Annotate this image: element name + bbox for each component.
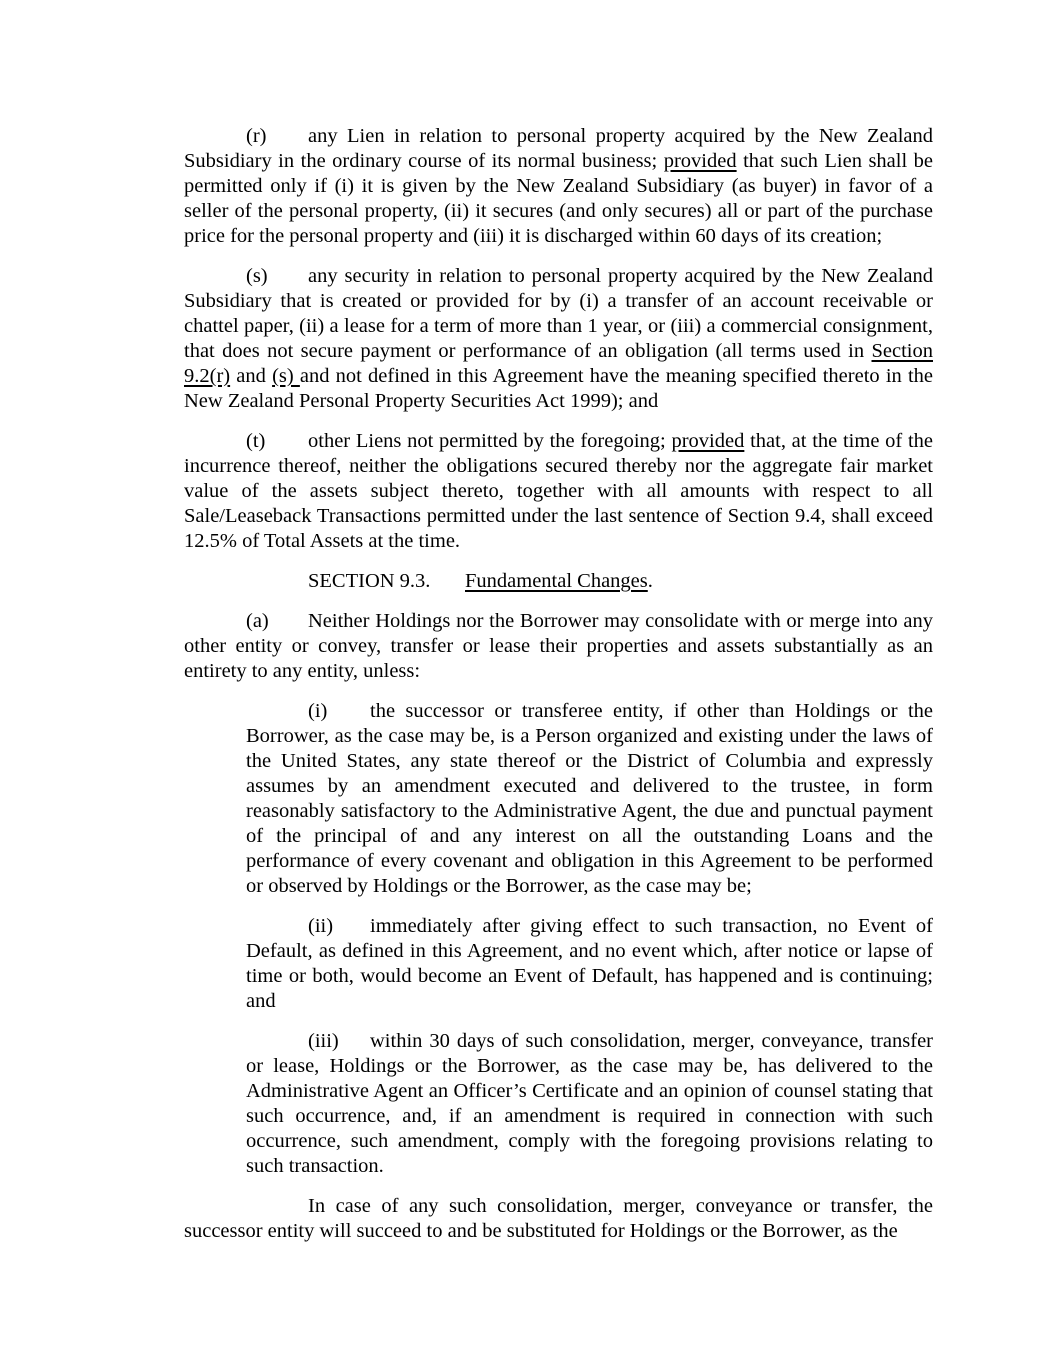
text-run: In case of any such consolidation, merger, conveyance or transfer, the successor entity will succeed to and be substituted for Holdings or the Borrower, as the <box>184 1195 933 1242</box>
section-number: SECTION 9.3. <box>308 570 431 592</box>
paragraph-label: (s) <box>246 265 268 287</box>
clause-iii <box>246 1029 933 1179</box>
paragraph-label: (t) <box>246 430 266 452</box>
paragraph-t <box>184 429 933 554</box>
paragraph-s <box>184 264 933 414</box>
clause-i <box>246 699 933 899</box>
underlined-text-run: provided <box>671 430 745 452</box>
section-heading-9-3 <box>184 569 933 594</box>
text-run: . <box>647 570 653 592</box>
paragraph-label: (a) <box>246 610 269 632</box>
text-run: Neither Holdings nor the Borrower may consolidate with or merge into any other entity or convey, transfer or lease their properties and assets substantially as an entirety to any entity, unless: <box>184 610 933 682</box>
text-run: and not defined in this Agreement have the meaning specified thereto in the New Zealand Personal Property Securities Act 1999); and <box>184 365 933 412</box>
underlined-text-run: (s) <box>272 365 300 387</box>
text-run: the successor or transferee entity, if other than Holdings or the Borrower, as the case may be, is a Person organized and existing under the laws of the United States, any state thereof or the District of Columbia and expressly assumes by an amendment executed and delivered to the trustee, in form reasonably satisfactory to the Administrative Agent, the due and punctual payment of the principal of and any interest on all the outstanding Loans and the performance of every covenant and obligation in this Agreement to be performed or observed by Holdings or the Borrower, as the case may be; <box>246 700 933 897</box>
paragraph-label: (iii) <box>308 1030 339 1052</box>
text-run: that, at the time of the incurrence thereof, neither the obligations secured thereby nor the aggregate fair market value of the assets subject thereto, together with all amounts with respect to all Sale/Leaseback Transactions permitted under the last sentence of Section 9.4, shall exceed 12.5% of Total Assets at the time. <box>184 430 934 552</box>
text-run: any Lien in relation to personal property acquired by the New Zealand Subsidiary in the ordinary course of its normal business; <box>184 125 933 172</box>
paragraph-a <box>184 609 933 684</box>
text-run: any security in relation to personal property acquired by the New Zealand Subsidiary that is created or provided for by (i) a transfer of an account receivable or chattel paper, (ii) a lease for a term of more than 1 year, or (iii) a commercial consignment, that does not secure payment or performance of an obligation (all terms used in <box>184 265 933 362</box>
clause-ii <box>246 914 933 1014</box>
underlined-text-run: Section 9.2(r) <box>184 340 933 387</box>
underlined-text-run: Fundamental Changes <box>465 570 648 592</box>
text-run: immediately after giving effect to such transaction, no Event of Default, as defined in this Agreement, and no event which, after notice or lapse of time or both, would become an Event of Default, has happened and is continuing; and <box>246 915 933 1012</box>
text-run: that such Lien shall be permitted only if (i) it is given by the New Zealand Subsidiary (as buyer) in favor of a seller of the personal property, (ii) it secures (and only secures) all or part of the purchase price for the personal property and (iii) it is discharged within 60 days of its creation; <box>184 150 934 247</box>
paragraph-continuation <box>184 1194 933 1244</box>
paragraph-label: (r) <box>246 125 267 147</box>
paragraph-label: (i) <box>308 700 328 722</box>
paragraph-label: (ii) <box>308 915 334 937</box>
underlined-text-run: provided <box>663 150 737 172</box>
text-run: other Liens not permitted by the foregoing; <box>308 430 672 452</box>
text-run: within 30 days of such consolidation, merger, conveyance, transfer or lease, Holdings or the Borrower, as the case may be, has delivered to the Administrative Agent an Officer’s Certificate and an opinion of counsel stating that such occurrence, and, if an amendment is required in connection with such occurrence, such amendment, comply with the foregoing provisions relating to such transaction. <box>246 1030 933 1177</box>
text-run: and <box>230 365 273 387</box>
paragraph-r <box>184 124 933 249</box>
